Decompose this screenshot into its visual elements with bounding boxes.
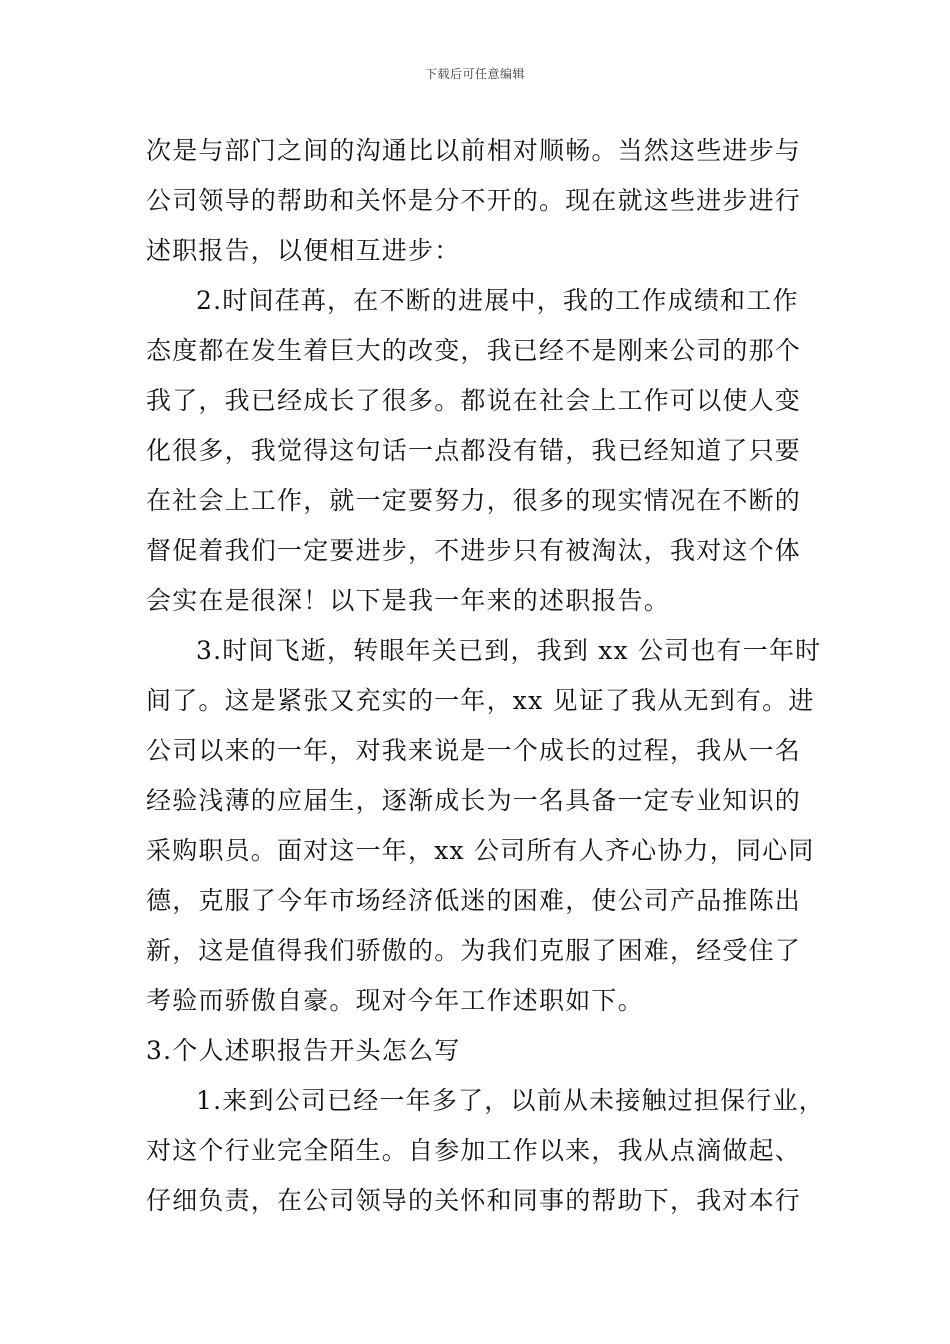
text-line: 督促着我们一定要进步，不进步只有被淘汰，我对这个体 [146, 536, 802, 565]
text-line: 仔细负责，在公司领导的关怀和同事的帮助下，我对本行 [146, 1186, 802, 1215]
text-line: 经验浅薄的应届生，逐渐成长为一名具备一定专业知识的 [146, 786, 802, 815]
text-line: 态度都在发生着巨大的改变，我已经不是刚来公司的那个 [146, 336, 802, 365]
paragraph-start-line: 2.时间荏苒，在不断的进展中，我的工作成绩和工作 [196, 286, 799, 315]
text-line: 次是与部门之间的沟通比以前相对顺畅。当然这些进步与 [146, 136, 802, 165]
text-line: 对这个行业完全陌生。自参加工作以来，我从点滴做起、 [146, 1136, 802, 1165]
text-line: 在社会上工作，就一定要努力，很多的现实情况在不断的 [146, 486, 802, 515]
text-line: 公司以来的一年，对我来说是一个成长的过程，我从一名 [146, 736, 802, 765]
page-header: 下载后可任意编辑 [424, 67, 525, 81]
text-line: 述职报告，以便相互进步： [146, 236, 461, 265]
text-line: 公司领导的帮助和关怀是分不开的。现在就这些进步进行 [146, 186, 802, 215]
text-line: 考验而骄傲自豪。现对今年工作述职如下。 [146, 986, 644, 1015]
text-line: 德，克服了今年市场经济低迷的困难，使公司产品推陈出 [146, 886, 802, 915]
text-line: 间了。这是紧张又充实的一年，xx 见证了我从无到有。进 [146, 686, 815, 715]
text-line: 新，这是值得我们骄傲的。为我们克服了困难，经受住了 [146, 936, 802, 965]
paragraph-start-line: 1.来到公司已经一年多了，以前从未接触过担保行业， [196, 1086, 825, 1115]
document-body [146, 126, 826, 1226]
paragraph-start-line: 3.时间飞逝，转眼年关已到，我到 xx 公司也有一年时 [196, 636, 822, 665]
text-line: 我了，我已经成长了很多。都说在社会上工作可以使人变 [146, 386, 802, 415]
section-heading: 3.个人述职报告开头怎么写 [146, 1036, 461, 1065]
text-line: 会实在是很深！以下是我一年来的述职报告。 [146, 586, 671, 615]
text-line: 采购职员。面对这一年，xx 公司所有人齐心协力，同心同 [146, 836, 815, 865]
text-line: 化很多，我觉得这句话一点都没有错，我已经知道了只要 [146, 436, 802, 465]
